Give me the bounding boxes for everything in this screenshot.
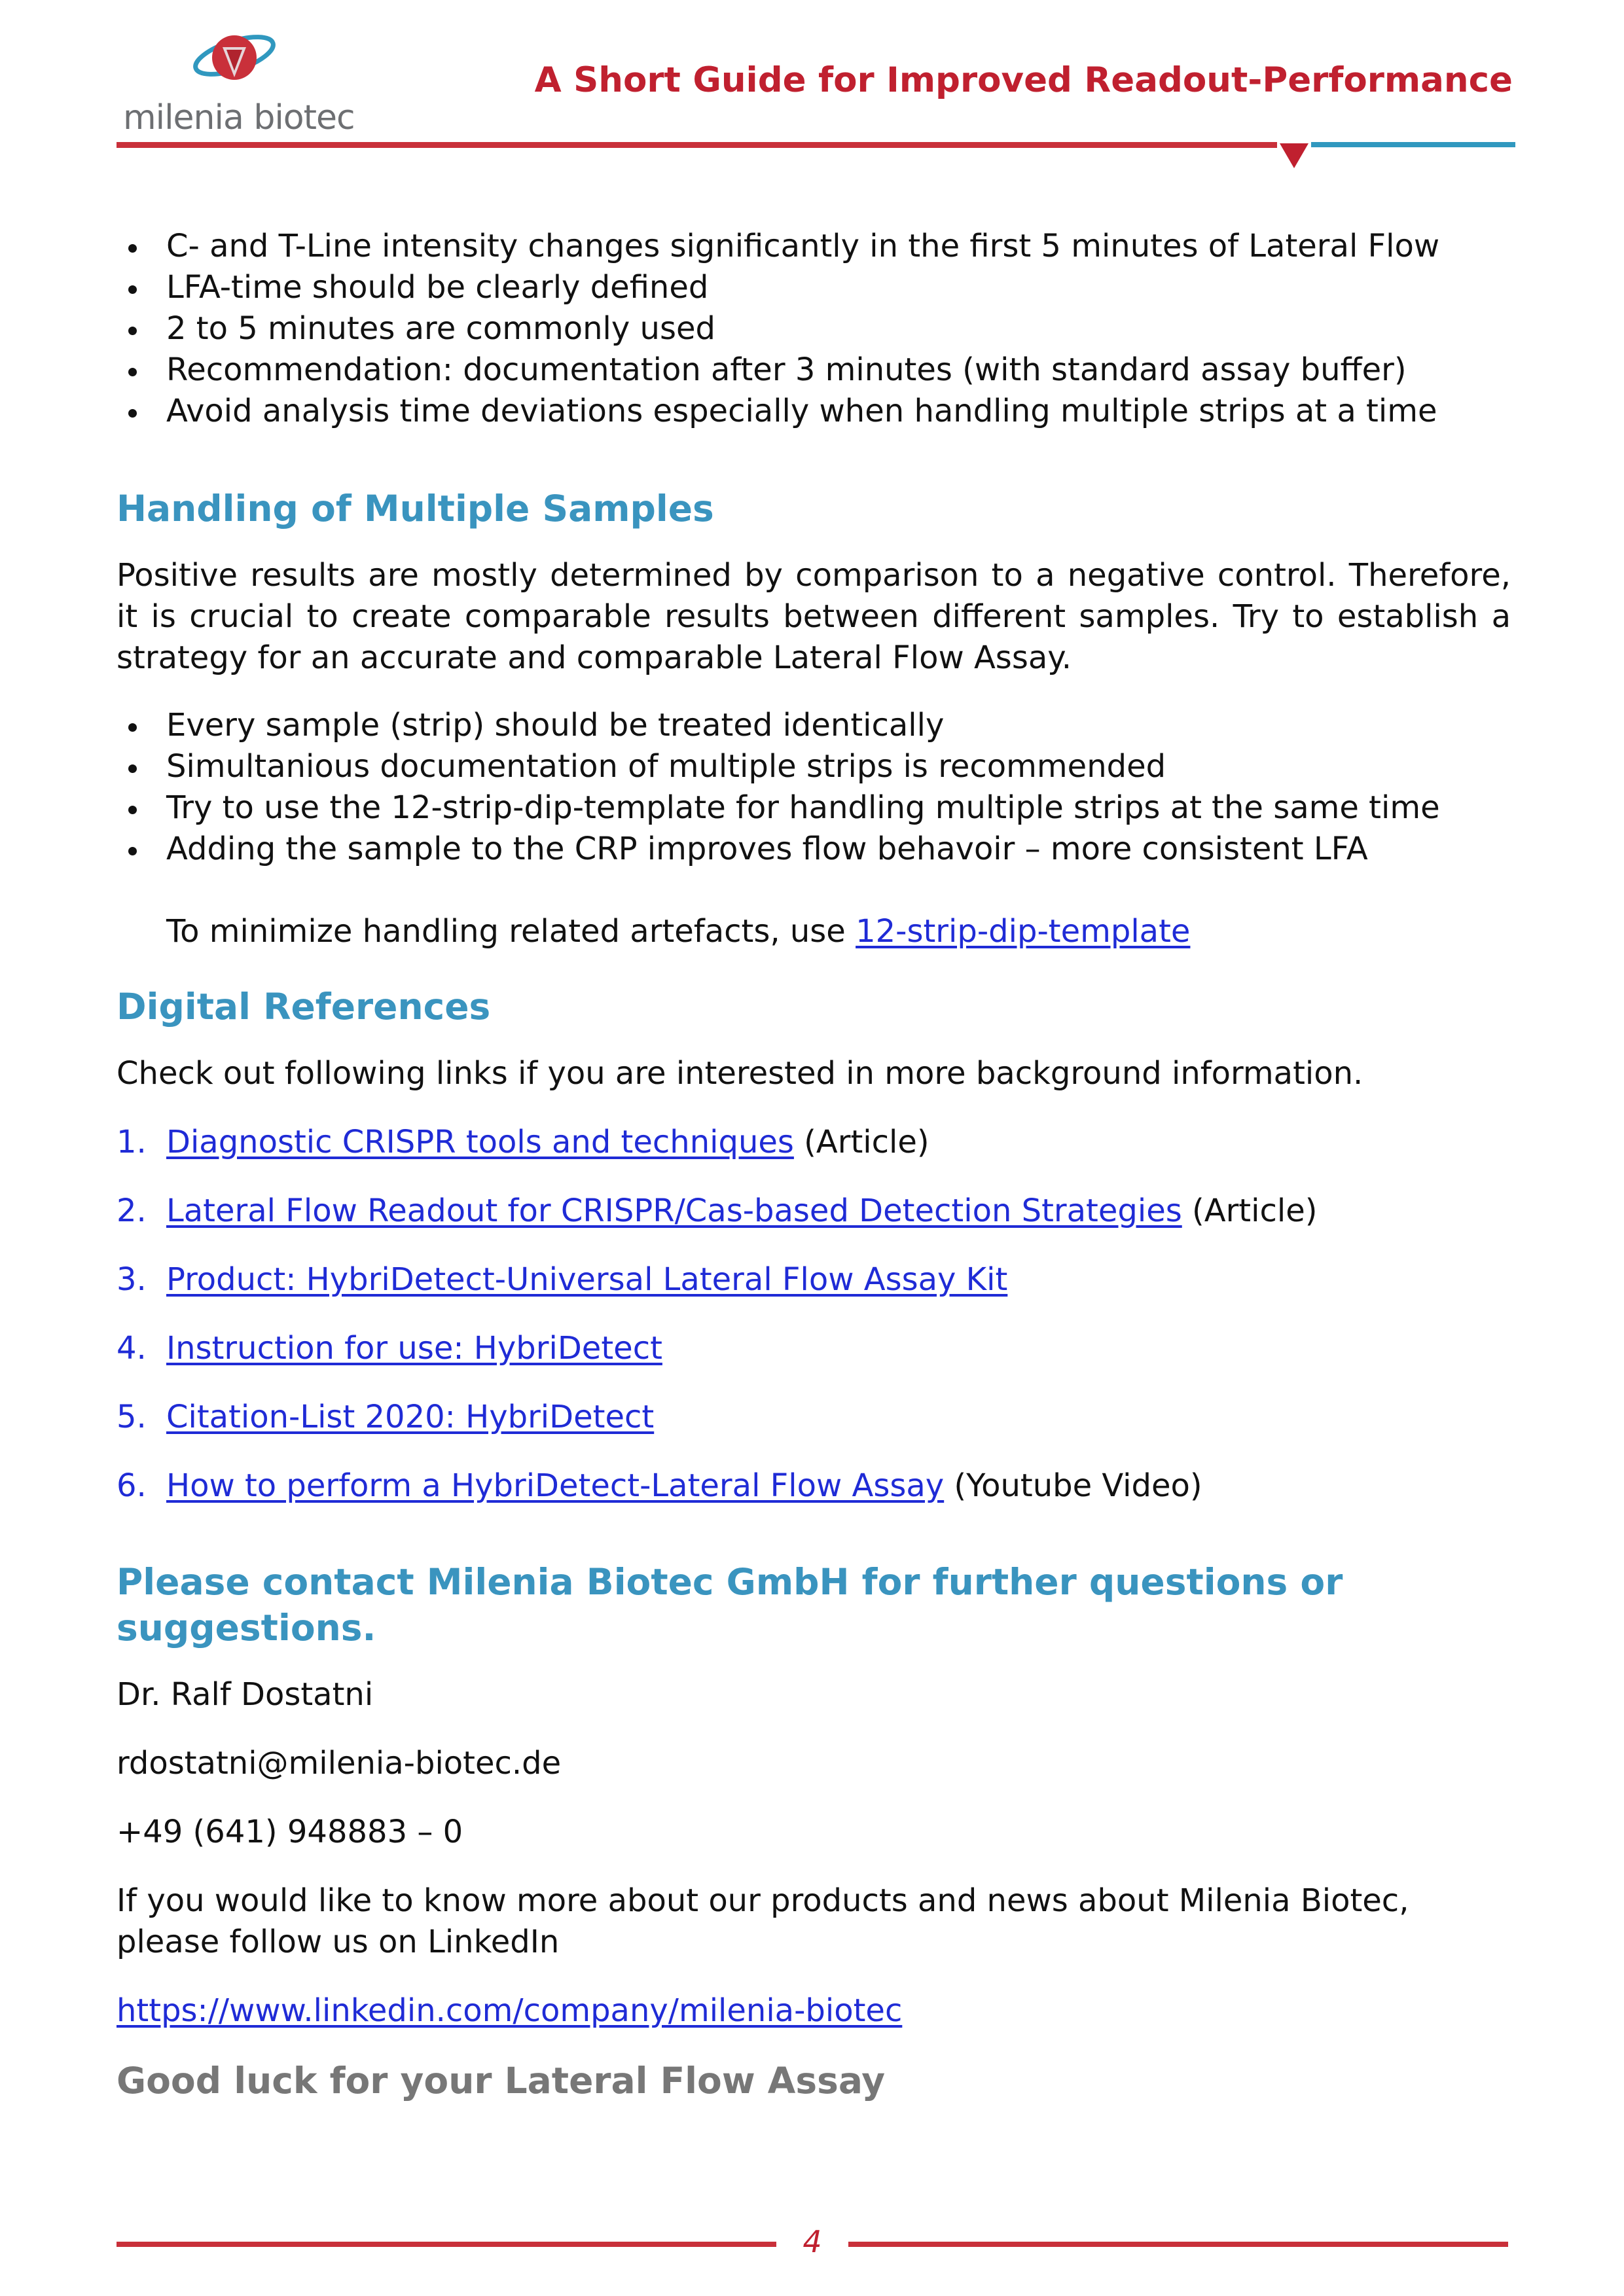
strip-dip-template-link[interactable]: 12-strip-dip-template	[856, 913, 1191, 950]
reference-number: 5.	[117, 1399, 147, 1435]
reference-item	[117, 1328, 1511, 1369]
list-item: Simultanious documentation of multiple strips is recommended	[117, 746, 1511, 787]
closing-line: Good luck for your Lateral Flow Assay	[117, 2060, 886, 2102]
intro-bullet-list	[117, 226, 1511, 432]
main-content	[117, 226, 1511, 2104]
template-note-text: To minimize handling related artefacts, use	[166, 913, 856, 950]
contact-heading: Please contact Milenia Biotec GmbH for further questions or suggestions.	[117, 1561, 1343, 1649]
footer-rule-left	[117, 2242, 776, 2247]
reference-item	[117, 1122, 1511, 1163]
header-rule-teal	[1311, 142, 1515, 147]
reference-number: 2.	[117, 1193, 147, 1229]
template-note	[117, 911, 1511, 952]
list-item: Avoid analysis time deviations especially when handling multiple strips at a time	[117, 391, 1511, 432]
references-list	[117, 1122, 1511, 1507]
linkedin-link[interactable]: https://www.linkedin.com/company/milenia-biotec	[117, 1992, 903, 2029]
reference-number: 6.	[117, 1467, 147, 1504]
reference-link[interactable]: Citation-List 2020: HybriDetect	[166, 1399, 655, 1435]
page-number: 4	[803, 2224, 822, 2259]
section-heading-multiple-samples: Handling of Multiple Samples	[117, 488, 714, 529]
list-item: C- and T-Line intensity changes significantly in the first 5 minutes of Lateral Flow	[117, 226, 1511, 267]
reference-suffix: (Article)	[793, 1124, 929, 1160]
reference-number: 3.	[117, 1261, 147, 1298]
list-item: LFA-time should be clearly defined	[117, 267, 1511, 308]
reference-suffix: (Article)	[1182, 1193, 1318, 1229]
logo-wordmark: milenia biotec	[123, 98, 355, 137]
section-heading-digital-references: Digital References	[117, 986, 491, 1028]
list-item: 2 to 5 minutes are commonly used	[117, 308, 1511, 350]
multiple-samples-paragraph: Positive results are mostly determined by comparison to a negative control. Therefore, it is crucial to create comparable results between different samples. Try to establish a strategy for an accurate and comparable Lateral Flow Assay.	[117, 557, 1511, 676]
list-item: Every sample (strip) should be treated identically	[117, 705, 1511, 746]
logo-globe-icon	[189, 20, 280, 92]
references-intro: Check out following links if you are interested in more background information.	[117, 1055, 1363, 1092]
contact-email: rdostatni@milenia-biotec.de	[117, 1745, 562, 1782]
reference-item	[117, 1259, 1511, 1300]
reference-suffix: (Youtube Video)	[944, 1467, 1202, 1504]
contact-name: Dr. Ralf Dostatni	[117, 1676, 374, 1713]
reference-link[interactable]: Lateral Flow Readout for CRISPR/Cas-based Detection Strategies	[166, 1193, 1182, 1229]
linkedin-paragraph: If you would like to know more about our products and news about Milenia Biotec, please follow us on LinkedIn	[117, 1882, 1409, 1960]
reference-link[interactable]: How to perform a HybriDetect-Lateral Flow Assay	[166, 1467, 945, 1504]
multiple-samples-bullet-list	[117, 705, 1511, 870]
list-item: Try to use the 12-strip-dip-template for handling multiple strips at the same time	[117, 787, 1511, 829]
reference-link[interactable]: Product: HybriDetect-Universal Lateral Flow Assay Kit	[166, 1261, 1008, 1298]
header-rule-red	[117, 142, 1277, 148]
list-item: Adding the sample to the CRP improves flow behavoir – more consistent LFA	[117, 829, 1511, 870]
contact-phone: +49 (641) 948883 – 0	[117, 1814, 463, 1850]
list-item: Recommendation: documentation after 3 minutes (with standard assay buffer)	[117, 350, 1511, 391]
footer-rule-right	[848, 2242, 1508, 2247]
reference-link[interactable]: Diagnostic CRISPR tools and techniques	[166, 1124, 794, 1160]
header-rule-marker	[1280, 143, 1308, 168]
reference-link[interactable]: Instruction for use: HybriDetect	[166, 1330, 662, 1367]
linkedin-url-paragraph	[117, 1990, 1511, 2032]
reference-item	[117, 1397, 1511, 1438]
reference-item	[117, 1465, 1511, 1507]
reference-item	[117, 1191, 1511, 1232]
company-logo	[123, 20, 355, 137]
document-title: A Short Guide for Improved Readout-Performance	[534, 60, 1513, 100]
reference-number: 1.	[117, 1124, 147, 1160]
reference-number: 4.	[117, 1330, 147, 1367]
